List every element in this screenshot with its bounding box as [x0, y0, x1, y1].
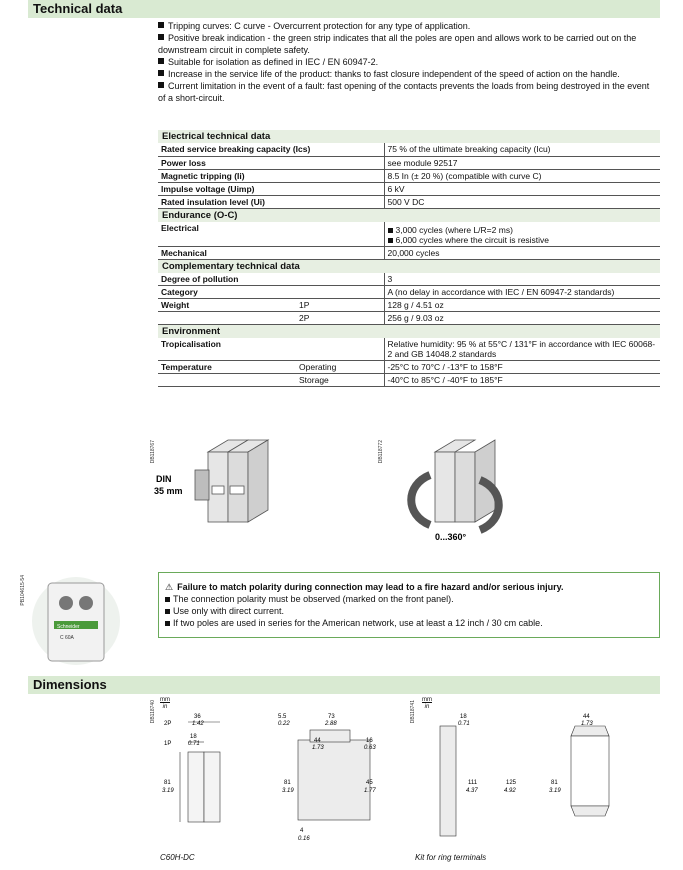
svg-text:44: 44: [583, 714, 590, 720]
svg-text:3.19: 3.19: [162, 788, 174, 794]
svg-text:45: 45: [366, 780, 373, 786]
dimension-side-view: [270, 712, 390, 847]
table-row: Degree of pollution 3: [158, 273, 660, 286]
feature-item: Increase in the service life of the product: thanks to fast closure independent of the speed of action on the handle.: [158, 68, 658, 80]
svg-text:0.71: 0.71: [458, 721, 470, 727]
feature-item: Current limitation in the event of a fault: fast opening of the contacts prevents the loads from being destroyed in the event of a short-circuit.: [158, 81, 650, 103]
photo-model: C 60A: [60, 635, 74, 641]
product-photo: [30, 575, 122, 667]
feature-item: Positive break indication - the green strip indicates that all the poles are open and allows work to be carried out on the downstream circuit in complete safety.: [158, 33, 637, 55]
warning-item: The connection polarity must be observed (marked on the front panel).: [165, 593, 653, 605]
svg-text:18: 18: [460, 714, 467, 720]
din-size-label: 35 mm: [154, 486, 183, 496]
caption-ring-terminals: Kit for ring terminals: [415, 853, 487, 862]
table-row: 2P 256 g / 9.03 oz: [158, 312, 660, 325]
svg-text:1.77: 1.77: [364, 788, 376, 794]
dimension-ring-terminal-view: [420, 712, 540, 847]
svg-text:18: 18: [190, 734, 197, 740]
table-row: Storage -40°C to 85°C / -40°F to 185°F: [158, 374, 660, 387]
svg-text:4.92: 4.92: [504, 788, 516, 794]
svg-text:81: 81: [551, 780, 558, 786]
svg-text:111: 111: [468, 780, 478, 786]
svg-text:1.73: 1.73: [581, 721, 593, 727]
svg-text:0.22: 0.22: [278, 721, 290, 727]
svg-text:73: 73: [328, 714, 335, 720]
svg-text:3.19: 3.19: [282, 788, 294, 794]
din-rail-illustration: [150, 430, 310, 530]
figure-code: DB118767: [150, 440, 156, 464]
caption-c60h-dc: C60H-DC: [160, 853, 195, 862]
technical-data-heading: Technical data: [28, 0, 660, 18]
table-row: Mechanical 20,000 cycles: [158, 246, 660, 259]
photo-code: PB104615-54: [20, 575, 26, 606]
electrical-header: Electrical technical data: [158, 130, 660, 143]
table-row: Tropicalisation Relative humidity: 95 % at 55°C / 131°F in accordance with IEC 60068-2 and GB 14048.2 standards: [158, 338, 660, 361]
dimension-kit-view: [545, 712, 635, 842]
table-row: Electrical 3,000 cycles (where L/R=2 ms) 6,000 cycles where the circuit is resistive: [158, 222, 660, 247]
svg-text:0.63: 0.63: [364, 745, 376, 751]
complementary-header: Complementary technical data: [158, 259, 660, 273]
svg-text:3.19: 3.19: [549, 788, 561, 794]
svg-text:81: 81: [164, 780, 171, 786]
svg-text:125: 125: [506, 780, 517, 786]
figure-code: DB118772: [378, 440, 384, 464]
warning-icon: ⚠: [165, 582, 174, 592]
svg-text:36: 36: [194, 714, 201, 720]
warning-item: If two poles are used in series for the American network, use at least a 12 inch / 30 cm cable.: [165, 617, 653, 629]
svg-text:2.88: 2.88: [325, 721, 337, 727]
table-row: Magnetic tripping (Ii) 8.5 In (± 20 %) (compatible with curve C): [158, 169, 660, 182]
table-row: Temperature Operating -25°C to 70°C / -13°F to 158°F: [158, 361, 660, 374]
svg-text:0.16: 0.16: [298, 836, 310, 842]
svg-text:2P: 2P: [164, 721, 172, 727]
photo-brand: Schneider: [57, 624, 80, 630]
table-row: Rated service breaking capacity (Ics) 75 % of the ultimate breaking capacity (Icu): [158, 143, 660, 156]
svg-text:0.71: 0.71: [188, 741, 200, 747]
unit-label: mm in: [160, 697, 170, 710]
svg-text:1.73: 1.73: [312, 745, 324, 751]
feature-item: Tripping curves: C curve - Overcurrent protection for any type of application.: [158, 20, 658, 32]
dimension-front-view: [150, 712, 240, 832]
table-row: Rated insulation level (Ui) 500 V DC: [158, 195, 660, 208]
warning-item: Use only with direct current.: [165, 605, 653, 617]
dimensions-heading: Dimensions: [28, 676, 660, 694]
figure-code: DB118740: [150, 700, 156, 724]
feature-item: Suitable for isolation as defined in IEC / EN 60947-2.: [158, 56, 658, 68]
svg-text:5.5: 5.5: [278, 714, 287, 720]
warning-title: Failure to match polarity during connection may lead to a fire hazard and/or serious injury.: [177, 582, 564, 592]
svg-text:1.42: 1.42: [192, 721, 204, 727]
technical-data-table: [158, 130, 660, 387]
table-row: Weight 1P 128 g / 4.51 oz: [158, 299, 660, 312]
svg-text:4: 4: [300, 828, 304, 834]
svg-text:16: 16: [366, 738, 373, 744]
svg-text:4.37: 4.37: [466, 788, 478, 794]
polarity-warning: [158, 572, 660, 638]
table-row: Impulse voltage (Uimp) 6 kV: [158, 182, 660, 195]
table-row: Power loss see module 92517: [158, 156, 660, 169]
din-label: DIN: [156, 474, 172, 484]
feature-list: [158, 20, 658, 104]
rotation-illustration: [385, 430, 525, 545]
svg-text:1P: 1P: [164, 741, 172, 747]
svg-text:44: 44: [314, 738, 321, 744]
svg-text:81: 81: [284, 780, 291, 786]
endurance-header: Endurance (O-C): [158, 208, 660, 222]
rotation-label: 0...360°: [435, 532, 467, 542]
table-row: Category A (no delay in accordance with IEC / EN 60947-2 standards): [158, 286, 660, 299]
environment-header: Environment: [158, 325, 660, 339]
figure-code: DB118741: [410, 700, 416, 724]
unit-label: mm in: [422, 697, 432, 710]
